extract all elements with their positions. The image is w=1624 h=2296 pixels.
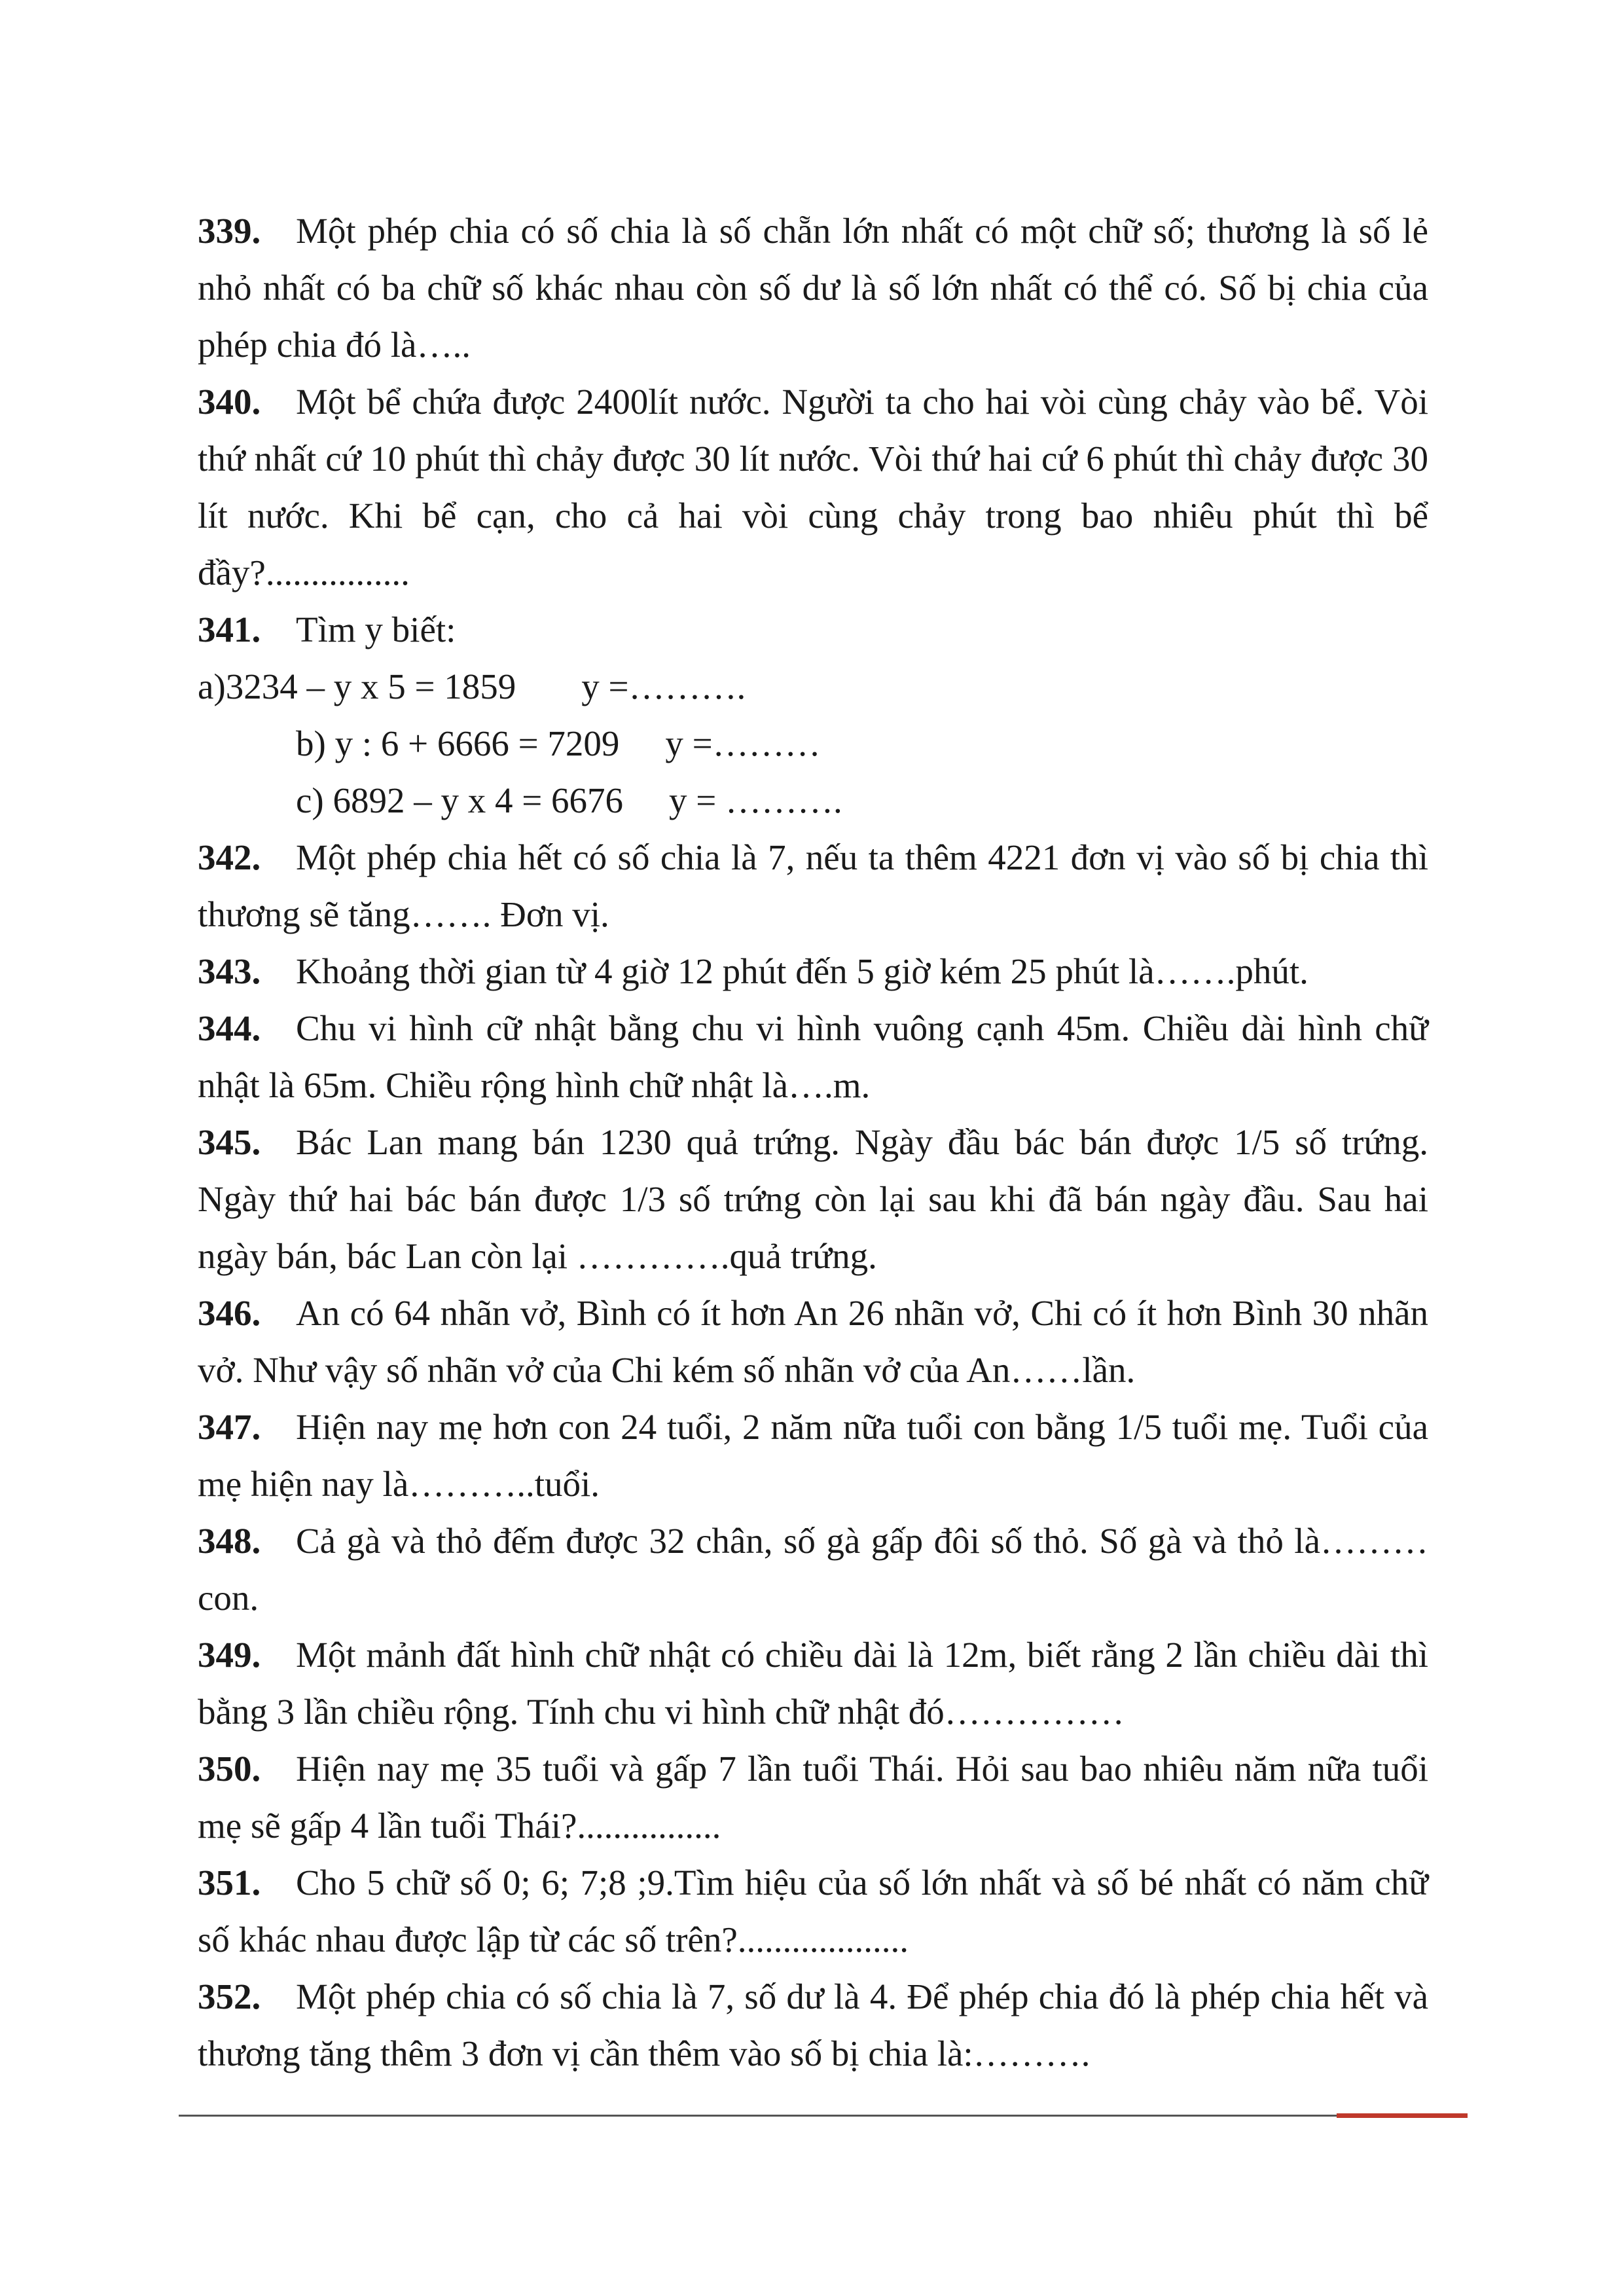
problem-341-part-b (198, 715, 1428, 772)
problem-text: Hiện nay mẹ 35 tuổi và gấp 7 lần tuổi Thái. Hỏi sau bao nhiêu năm nữa tuổi mẹ sẽ gấp 4 lần tuổi Thái?................ (198, 1749, 1428, 1846)
problem-text: Cả gà và thỏ đếm được 32 chân, số gà gấp đôi số thỏ. Số gà và thỏ là………con. (198, 1521, 1428, 1618)
problem-text: Một bể chứa được 2400lít nước. Người ta cho hai vòi cùng chảy vào bể. Vòi thứ nhất cứ 10 phút thì chảy được 30 lít nước. Vòi thứ hai cứ 6 phút thì chảy được 30 lít nước. Khi bể cạn, cho cả hai vòi cùng chảy trong bao nhiêu phút thì bể đầy?................ (198, 382, 1428, 592)
problem-text: Bác Lan mang bán 1230 quả trứng. Ngày đầu bác bán được 1/5 số trứng. Ngày thứ hai bác bán được 1/3 số trứng còn lại sau khi đã bán ngày đầu. Sau hai ngày bán, bác Lan còn lại ………….quả trứng. (198, 1122, 1428, 1276)
footer-accent-bar (1337, 2113, 1468, 2118)
problem-345 (198, 1114, 1428, 1285)
problem-341 (198, 601, 1428, 658)
problem-344 (198, 1000, 1428, 1114)
problem-350 (198, 1740, 1428, 1854)
problem-text: An có 64 nhãn vở, Bình có ít hơn An 26 nhãn vở, Chi có ít hơn Bình 30 nhãn vở. Như vậy số nhãn vở của Chi kém số nhãn vở của An……lần. (198, 1293, 1428, 1390)
problem-348 (198, 1512, 1428, 1626)
problem-number: 349. (198, 1635, 261, 1675)
problem-number: 346. (198, 1293, 261, 1333)
problem-347 (198, 1398, 1428, 1512)
problem-number: 348. (198, 1521, 261, 1561)
equation: a)3234 – y x 5 = 1859 (198, 666, 516, 706)
problem-number: 345. (198, 1122, 261, 1162)
problem-341-part-c (198, 772, 1428, 829)
equation: b) y : 6 + 6666 = 7209 (296, 723, 620, 763)
problem-341-part-a (198, 658, 1428, 715)
problem-text: Một phép chia hết có số chia là 7, nếu ta thêm 4221 đơn vị vào số bị chia thì thương sẽ tăng……. Đơn vị. (198, 837, 1428, 934)
problem-number: 341. (198, 610, 261, 649)
problem-346 (198, 1285, 1428, 1398)
problem-343 (198, 943, 1428, 1000)
problem-text: Hiện nay mẹ hơn con 24 tuổi, 2 năm nữa tuổi con bằng 1/5 tuổi mẹ. Tuổi của mẹ hiện nay là………..tuổi. (198, 1407, 1428, 1504)
answer-blank: y =……… (665, 723, 821, 763)
problem-352 (198, 1968, 1428, 2082)
problem-number: 352. (198, 1977, 261, 2016)
problem-number: 342. (198, 837, 261, 877)
problem-number: 351. (198, 1863, 261, 1903)
problem-text: Một phép chia có số chia là 7, số dư là 4. Để phép chia đó là phép chia hết và thương tăng thêm 3 đơn vị cần thêm vào số bị chia là:………. (198, 1977, 1428, 2073)
footer-divider (179, 2115, 1451, 2117)
problem-number: 340. (198, 382, 261, 422)
problem-text: Cho 5 chữ số 0; 6; 7;8 ;9.Tìm hiệu của số lớn nhất và số bé nhất có năm chữ số khác nhau được lập từ các số trên?................... (198, 1863, 1428, 1959)
problem-number: 344. (198, 1008, 261, 1048)
problem-text: Khoảng thời gian từ 4 giờ 12 phút đến 5 giờ kém 25 phút là…….phút. (296, 951, 1308, 991)
problem-342 (198, 829, 1428, 943)
problem-text: Một mảnh đất hình chữ nhật có chiều dài là 12m, biết rằng 2 lần chiều dài thì bằng 3 lần chiều rộng. Tính chu vi hình chữ nhật đó…………… (198, 1635, 1428, 1732)
problem-339 (198, 202, 1428, 373)
problem-text: Chu vi hình cữ nhật bằng chu vi hình vuông cạnh 45m. Chiều dài hình chữ nhật là 65m. Chiều rộng hình chữ nhật là….m. (198, 1008, 1428, 1105)
problem-349 (198, 1626, 1428, 1740)
equation: c) 6892 – y x 4 = 6676 (296, 780, 623, 820)
problem-number: 350. (198, 1749, 261, 1789)
problem-number: 339. (198, 211, 261, 251)
problem-number: 343. (198, 951, 261, 991)
answer-blank: y =………. (581, 666, 746, 706)
answer-blank: y = ………. (669, 780, 842, 820)
problem-text: Tìm y biết: (296, 610, 456, 649)
problem-number: 347. (198, 1407, 261, 1447)
problem-text: Một phép chia có số chia là số chẵn lớn nhất có một chữ số; thương là số lẻ nhỏ nhất có ba chữ số khác nhau còn số dư là số lớn nhất có thể có. Số bị chia của phép chia đó là….. (198, 211, 1428, 365)
problem-351 (198, 1854, 1428, 1968)
problem-340 (198, 373, 1428, 601)
worksheet-page (198, 202, 1428, 2082)
